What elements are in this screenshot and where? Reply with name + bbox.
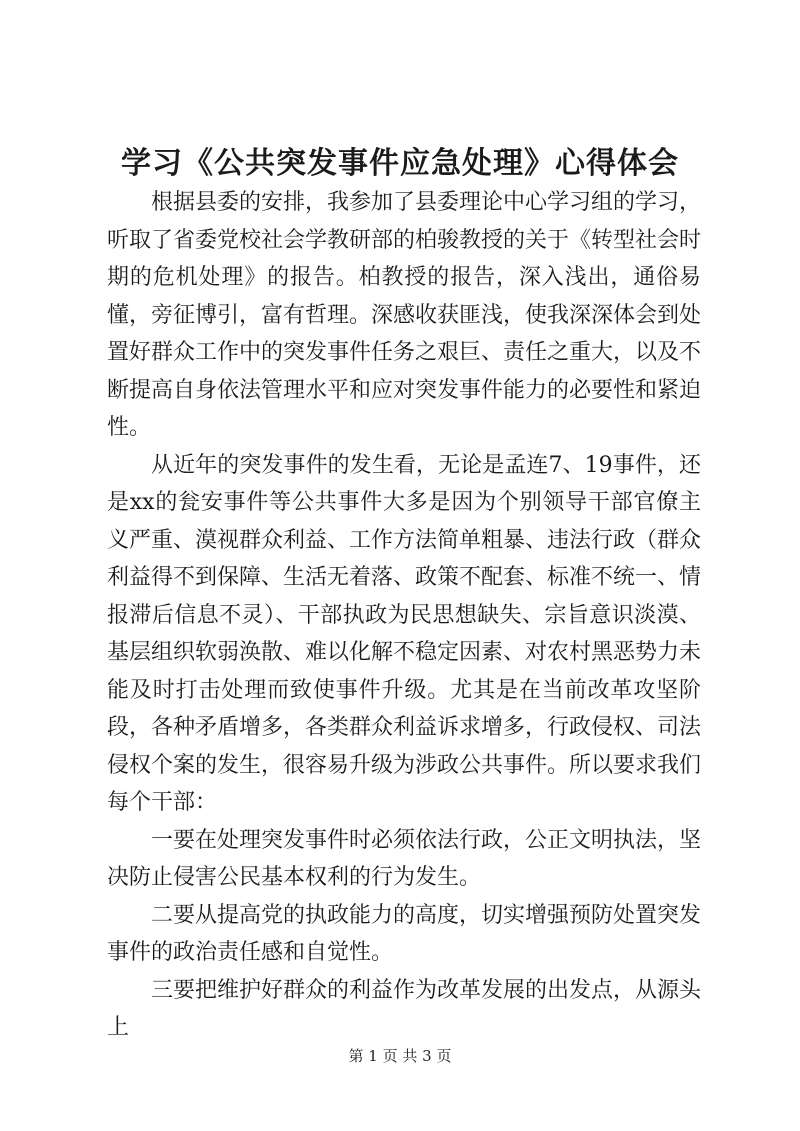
paragraph-2: 从近年的突发事件的发生看，无论是孟连7、19事件，还是xx的瓮安事件等公共事件大多是因为个别领导干部官僚主义严重、漠视群众利益、工作方法简单粗暴、违法行政（群众利益得不到保障、生活无着落、政策不配套、标准不统一、情报滞后信息不灵）、干部执政为民思想缺失、宗旨意识淡漠、基层组织软弱涣散、难以化解不稳定因素、对农村黑恶势力未能及时打击处理而致使事件升级。尤其是在当前改革攻坚阶段，各种矛盾增多，各类群众利益诉求增多，行政侵权、司法侵权个案的发生，很容易升级为涉政公共事件。所以要求我们每个干部：	[107, 452, 702, 815]
page-footer: 第 1 页 共 3 页	[348, 1047, 452, 1065]
paragraph-5: 三要把维护好群众的利益作为改革发展的出发点，从源头上	[107, 977, 702, 1040]
document-body	[107, 184, 701, 1047]
paragraph-3: 一要在处理突发事件时必须依法行政，公正文明执法，坚决防止侵害公民基本权利的行为发生。	[107, 827, 702, 890]
paragraph-1: 根据县委的安排，我参加了县委理论中心学习组的学习，听取了省委党校社会学教研部的柏骏教授的关于《转型社会时期的危机处理》的报告。柏教授的报告，深入浅出，通俗易懂，旁征博引，富有哲理。深感收获匪浅，使我深深体会到处置好群众工作中的突发事件任务之艰巨、责任之重大，以及不断提高自身依法管理水平和应对突发事件能力的必要性和紧迫性。	[107, 190, 702, 440]
document-title: 学习《公共突发事件应急处理》心得体会	[121, 146, 679, 181]
paragraph-4: 二要从提高党的执政能力的高度，切实增强预防处置突发事件的政治责任感和自觉性。	[107, 902, 702, 965]
